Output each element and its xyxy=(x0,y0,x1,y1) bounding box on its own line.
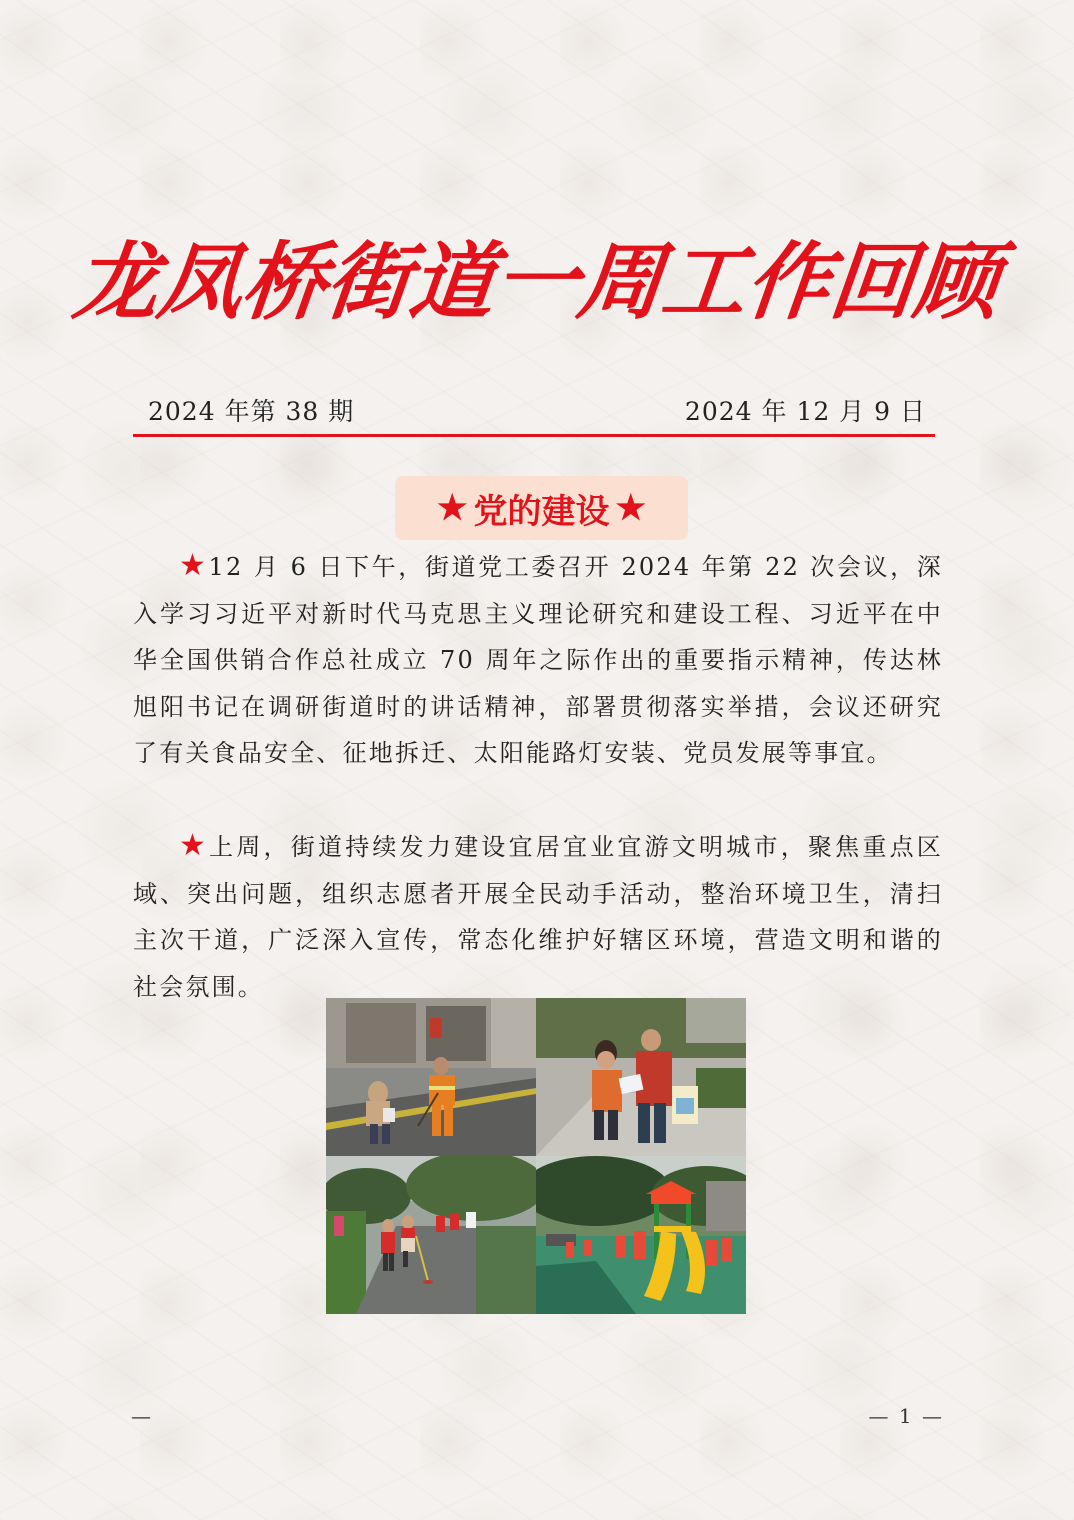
photo-volunteers-road xyxy=(326,1156,536,1314)
masthead xyxy=(69,205,1004,345)
photo-playground xyxy=(536,1156,746,1314)
header-divider xyxy=(133,434,935,437)
masthead-title: 龙凤桥街道一周工作回顾 xyxy=(69,231,1004,331)
article-text: 上周，街道持续发力建设宜居宜业宜游文明城市，聚焦重点区域、突出问题，组织志愿者开展全民动手活动，整治环境卫生，清扫主次干道，广泛深入宣传，常态化维护好辖区环境，营造文明和谐的社会氛围。 xyxy=(133,833,943,1001)
article-text: 12 月 6 日下午，街道党工委召开 2024 年第 22 次会议，深入学习习近平对新时代马克思主义理论研究和建设工程、习近平在中华全国供销合作总社成立 70 周年之际作出的重要指示精神，传达林旭阳书记在调研街道时的讲话精神，部署贯彻落实举措，会议还研究了有关食品安全、征地拆迁、太阳能路灯安装、党员发展等事宜。 xyxy=(133,553,943,767)
article-paragraph xyxy=(133,823,943,1010)
photo-publicity xyxy=(536,998,746,1156)
article-paragraph xyxy=(133,543,943,777)
issue-number: 2024 年第 38 期 xyxy=(148,397,355,426)
issue-info xyxy=(134,392,934,432)
photo-street-cleaning xyxy=(326,998,536,1156)
issue-date: 2024 年 12 月 9 日 xyxy=(684,397,926,426)
footer-left-mark: — xyxy=(131,1404,151,1428)
star-icon: ★ xyxy=(615,488,646,528)
section-title: 党的建设 xyxy=(473,491,610,532)
star-icon: ★ xyxy=(179,828,210,863)
section-heading xyxy=(395,476,688,540)
star-icon: ★ xyxy=(179,548,209,583)
photo-collage xyxy=(326,998,746,1314)
page-number: — 1 — xyxy=(868,1404,944,1428)
star-icon: ★ xyxy=(437,488,468,528)
